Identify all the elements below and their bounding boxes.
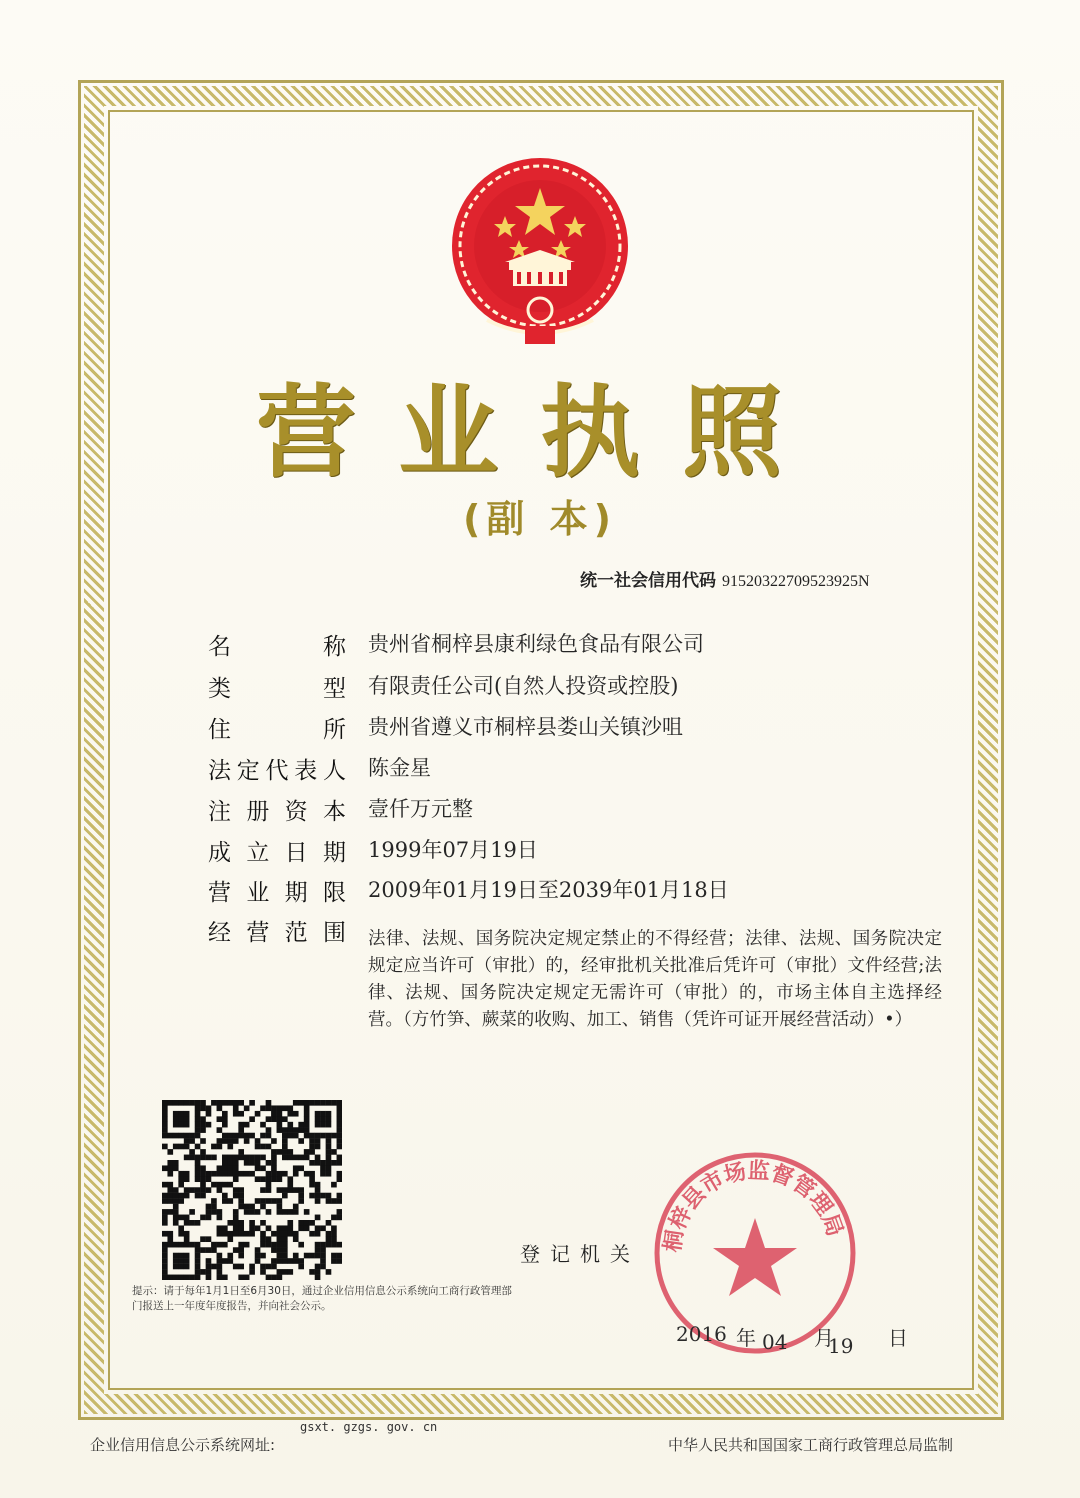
page-title: 营业执照 xyxy=(256,374,824,491)
credit-code-label: 统一社会信用代码 xyxy=(580,571,716,591)
field-label: 营业期限 xyxy=(208,880,346,906)
website-url[interactable]: gsxt. gzgs. gov. cn xyxy=(300,1420,438,1434)
business-scope-text: 法律、法规、国务院决定规定禁止的不得经营；法律、法规、国务院决定规定应当许可（审批）的，经审批机关批准后凭许可（审批）文件经营;法律、法规、国务院决定规定无需许可（审批）的，市场主体自主选择经营。（方竹笋、蕨菜的收购、加工、销售（凭许可证开展经营活动）•） xyxy=(368,929,942,1030)
registration-authority-label: 登记机关 xyxy=(520,1242,640,1266)
field-capital xyxy=(208,793,1008,833)
date-year: 2016 xyxy=(676,1322,727,1346)
field-value: 2009年01月19日至2039年01月18日 xyxy=(368,878,729,902)
field-value: 贵州省桐梓县康利绿色食品有限公司 xyxy=(368,632,704,656)
field-label: 法定代表人 xyxy=(208,758,346,784)
field-label: 类型 xyxy=(208,676,346,702)
field-label: 名称 xyxy=(208,634,346,660)
field-value: 1999年07月19日 xyxy=(368,838,538,862)
field-legal-rep xyxy=(208,752,1008,792)
field-value: 有限责任公司(自然人投资或控股) xyxy=(368,674,679,698)
qr-code-icon xyxy=(162,1100,342,1280)
field-label: 经营范围 xyxy=(208,920,346,946)
field-value: 贵州省遵义市桐梓县娄山关镇沙咀 xyxy=(368,715,683,739)
svg-text:桐梓县市场监督管理局: 桐梓县市场监督管理局 xyxy=(660,1158,848,1254)
field-address xyxy=(208,711,1008,751)
supervision-text: 中华人民共和国国家工商行政管理总局监制 xyxy=(668,1436,954,1454)
field-value: 陈金星 xyxy=(368,756,431,780)
field-term xyxy=(208,874,1008,914)
date-year-char: 年 xyxy=(736,1326,756,1350)
field-label: 注册资本 xyxy=(208,799,346,825)
field-value: 壹仟万元整 xyxy=(368,797,473,821)
date-day: 19 xyxy=(828,1334,854,1358)
annual-report-tip: 提示：请于每年1月1日至6月30日，通过企业信用信息公示系统向工商行政管理部门报送上一年度年度报告，并向社会公示。 xyxy=(132,1285,512,1312)
date-day-char: 日 xyxy=(888,1326,908,1350)
field-name xyxy=(208,628,1008,668)
credit-code-value: 91520322709523925N xyxy=(722,573,870,590)
website-label: 企业信用信息公示系统网址: xyxy=(90,1436,276,1454)
date-month: 04 xyxy=(762,1330,788,1354)
field-label: 成立日期 xyxy=(208,840,346,866)
field-established xyxy=(208,834,1008,874)
credit-code xyxy=(580,566,1000,591)
field-label: 住所 xyxy=(208,717,346,743)
date-month-char: 月 xyxy=(814,1326,834,1350)
national-emblem-icon xyxy=(447,150,633,346)
page-subtitle: (副 本) xyxy=(463,497,617,541)
field-type xyxy=(208,670,1008,710)
